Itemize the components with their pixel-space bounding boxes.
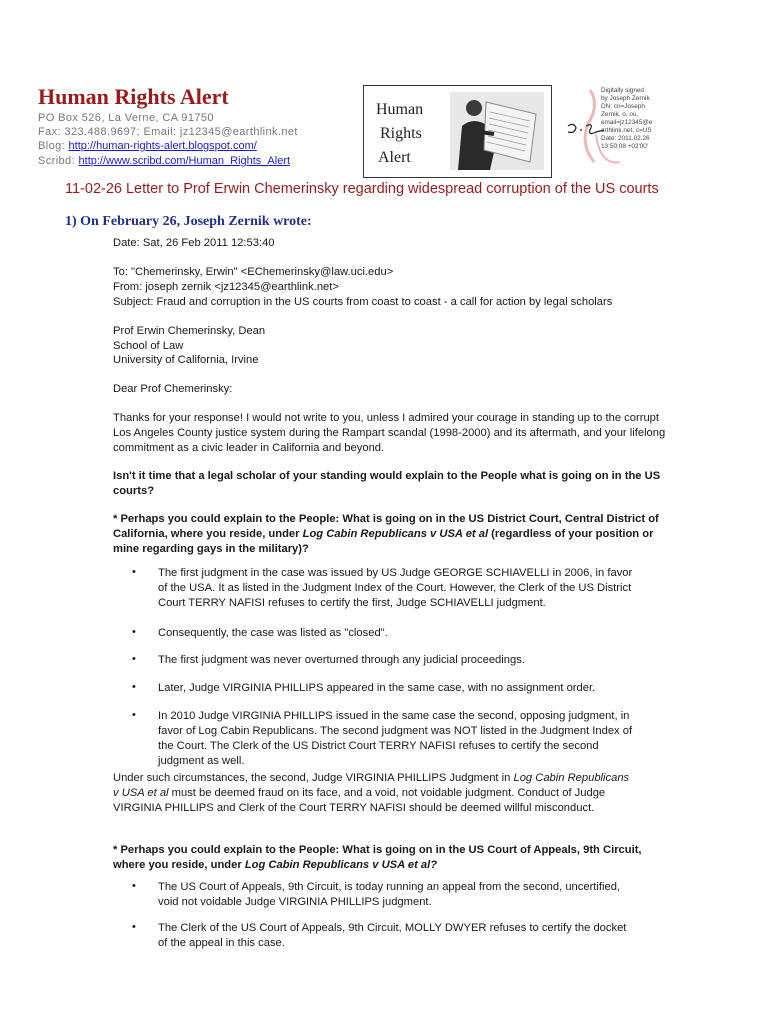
- logo-photo-icon: [450, 92, 544, 170]
- bullet-icon: •: [132, 709, 136, 721]
- blog-link[interactable]: http://human-rights-alert.blogspot.com/: [68, 140, 257, 152]
- recipient-school: School of Law: [113, 340, 184, 352]
- paragraph-2: Isn't it time that a legal scholar of your standing would explain to the People what is going on in the US courts?: [113, 470, 661, 497]
- list-item: The US Court of Appeals, 9th Circuit, is today running an appeal from the second, uncertified, void not voidable Judge VIRGINIA PHILLIPS judgment.: [158, 881, 621, 908]
- paragraph-5: * Perhaps you could explain to the People: What is going on in the US Court of Appeals, 9th Circuit, where you reside, under Log Cabin Republicans v USA et al?: [113, 844, 642, 871]
- bullet-icon: •: [132, 566, 136, 578]
- scribd-label: Scribd:: [38, 155, 76, 167]
- fax-email-line: Fax: 323.488.9697; Email: jz12345@earthlink.net: [38, 126, 298, 138]
- email-from: From: joseph zernik <jz12345@earthlink.net>: [113, 281, 339, 293]
- paragraph-3: * Perhaps you could explain to the People: What is going on in the US District Court, Central District of California, where you reside, under Log Cabin Republicans v USA et al (regardless of your position or mine regarding gays in the military)?: [113, 513, 659, 555]
- bullet-icon: •: [132, 681, 136, 693]
- list-item: The first judgment was never overturned through any judicial proceedings.: [158, 654, 525, 666]
- logo: [363, 85, 552, 178]
- salutation: Dear Prof Chemerinsky:: [113, 383, 233, 395]
- org-title: Human Rights Alert: [38, 84, 229, 109]
- bullet-icon: •: [132, 626, 136, 638]
- email-date: Date: Sat, 26 Feb 2011 12:53:40: [113, 237, 275, 249]
- recipient-university: University of California, Irvine: [113, 354, 259, 366]
- paragraph-1: Thanks for your response! I would not write to you, unless I admired your courage in standing up to the corrupt Los Angeles County justice system during the Rampart scandal (1998-2000) and its aftermath, and your lifelong commitment as a civic leader in California and beyond.: [113, 412, 666, 454]
- case-name: Log Cabin Republicans v USA et al?: [244, 859, 438, 871]
- email-to: To: "Chemerinsky, Erwin" <EChemerinsky@law.uci.edu>: [113, 266, 394, 278]
- case-name: Log Cabin Republicans v USA et al: [113, 772, 630, 799]
- email-subject: Subject: Fraud and corruption in the US courts from coast to coast - a call for action by legal scholars: [113, 296, 613, 308]
- blog-label: Blog:: [38, 140, 66, 152]
- bullet-icon: •: [132, 880, 136, 892]
- scribd-link[interactable]: http://www.scribd.com/Human_Rights_Alert: [78, 155, 291, 167]
- bullet-icon: •: [132, 921, 136, 933]
- case-name: Log Cabin Republicans v USA et al: [302, 528, 489, 540]
- scribd-line: [38, 154, 290, 168]
- bullet-icon: •: [132, 653, 136, 665]
- list-item: The first judgment in the case was issued by US Judge GEORGE SCHIAVELLI in 2006, in favor of the USA. It as listed in the Judgment Index of the Court. However, the Clerk of the US District Court TERRY NAFISI refuses to certify the first, Judge SCHIAVELLI judgment.: [158, 567, 633, 609]
- list-item: In 2010 Judge VIRGINIA PHILLIPS issued in the same case the second, opposing judgment, in favor of Log Cabin Republicans. The second judgment was NOT listed in the Judgment Index of the Court. The Clerk of the US District Court TERRY NAFISI refuses to certify the second judgment as well.: [158, 710, 633, 767]
- letter-title: 11-02-26 Letter to Prof Erwin Chemerinsky regarding widespread corruption of the US courts: [65, 181, 659, 197]
- recipient-name: Prof Erwin Chemerinsky, Dean: [113, 325, 266, 337]
- signature-details: Digitally signed by Joseph Zernik DN: cn=Joseph Zernik, o, ou, email=jz12345@e arthlink.net, c=US Date: 2011.02.26 13:50:08 +02'00': [601, 87, 653, 150]
- paragraph-4: Under such circumstances, the second, Judge VIRGINIA PHILLIPS Judgment in Log Cabin Republicans v USA et al must be deemed fraud on its face, and a void, not voidable judgment. Conduct of Judge VIRGINIA PHILLIPS and Clerk of the Court TERRY NAFISI should be deemed willful misconduct.: [113, 772, 630, 814]
- logo-wordmark: Human Rights Alert: [376, 101, 424, 166]
- address-line: PO Box 526, La Verne, CA 91750: [38, 112, 214, 124]
- list-item: Later, Judge VIRGINIA PHILLIPS appeared in the same case, with no assignment order.: [158, 682, 596, 694]
- section-heading: 1) On February 26, Joseph Zernik wrote:: [65, 214, 312, 229]
- list-item: The Clerk of the US Court of Appeals, 9th Circuit, MOLLY DWYER refuses to certify the docket of the appeal in this case.: [158, 922, 627, 949]
- blog-line: [38, 139, 257, 153]
- list-item: Consequently, the case was listed as "closed".: [158, 627, 388, 639]
